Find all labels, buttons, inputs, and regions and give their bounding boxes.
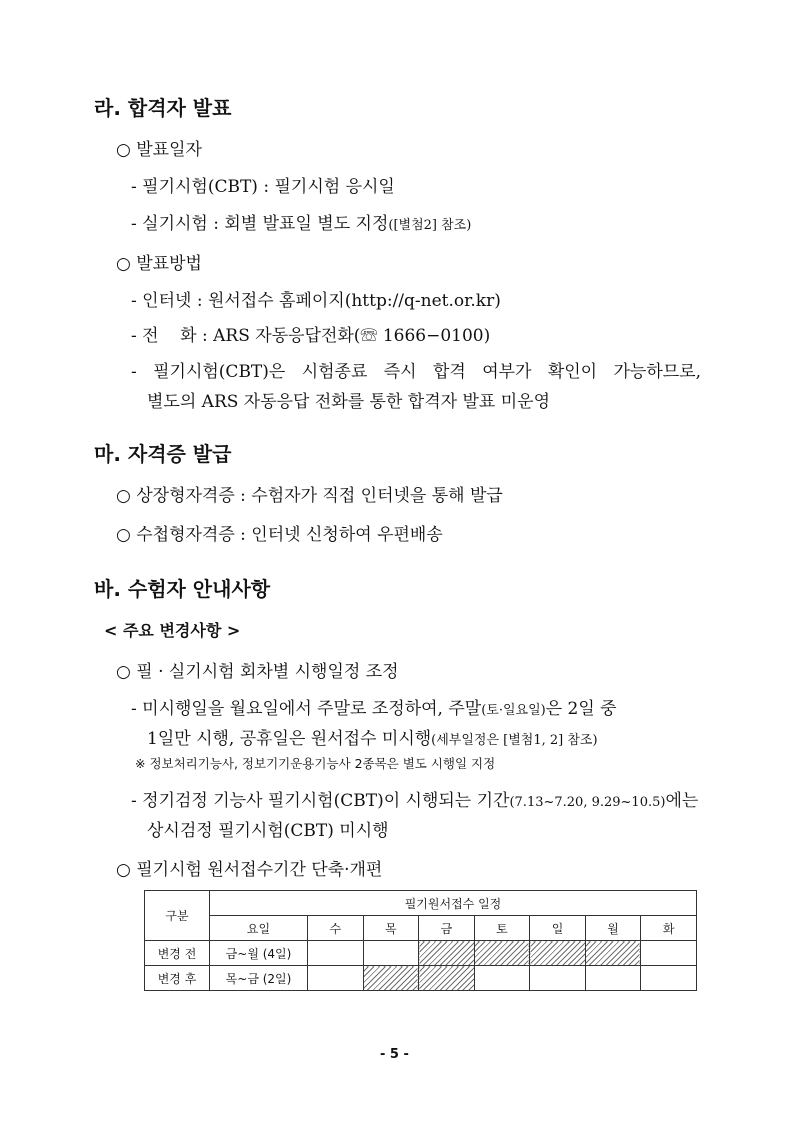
day-cell bbox=[585, 966, 641, 991]
change1-line3-c: 에는 bbox=[665, 791, 699, 811]
section-title-notice: 바. 수험자 안내사항 bbox=[94, 577, 271, 601]
day-cell bbox=[474, 966, 530, 991]
section-title-announcement: 라. 합격자 발표 bbox=[94, 96, 232, 120]
day-cell bbox=[363, 941, 419, 966]
major-changes-subtitle: < 주요 변경사항 > bbox=[104, 621, 241, 640]
change1-line1-a: - 미시행일을 월요일에서 주말로 조정하여, 주말 bbox=[131, 699, 482, 719]
change1-line1 bbox=[131, 694, 617, 719]
day-cell-application bbox=[530, 941, 586, 966]
method-phone: - 전 화 : ARS 자동응답전화(☏ 1666−0100) bbox=[131, 326, 491, 346]
change1-label: ○ 필 · 실기시험 회차별 시행일정 조정 bbox=[116, 662, 399, 682]
page-number: - 5 - bbox=[380, 1047, 409, 1062]
table-day-row bbox=[145, 916, 697, 941]
header-day: 요일 bbox=[210, 916, 308, 941]
row-range: 목~금 (2일) bbox=[210, 966, 308, 991]
day-cell-application bbox=[474, 941, 530, 966]
change1-line3-a: - 정기검정 기능사 필기시험(CBT)이 시행되는 기간 bbox=[131, 791, 510, 811]
change1-note: ※ 정보처리기능사, 정보기기운용기능사 2종목은 별도 시행일 지정 bbox=[135, 756, 496, 771]
certificate-item-award: ○ 상장형자격증 : 수험자가 직접 인터넷을 통해 발급 bbox=[116, 486, 503, 506]
change1-line4: 상시검정 필기시험(CBT) 미시행 bbox=[147, 821, 389, 841]
day-cell-application bbox=[585, 941, 641, 966]
change1-line2-a: 1일만 시행, 공휴일은 원서접수 미시행 bbox=[147, 729, 432, 749]
table-header-row bbox=[145, 891, 697, 916]
method-cbt-line2: 별도의 ARS 자동응답 전화를 통한 합격자 발표 미운영 bbox=[147, 392, 550, 412]
day-cell bbox=[308, 941, 364, 966]
row-label: 변경 후 bbox=[145, 966, 210, 991]
practical-exam-date-ref: ([별첨2] 참조) bbox=[388, 218, 472, 233]
day-cell-application bbox=[419, 966, 475, 991]
change1-line2-b: (세부일정은 [별첨1, 2] 참조) bbox=[431, 733, 598, 748]
day-cell bbox=[641, 941, 697, 966]
day-cell bbox=[308, 966, 364, 991]
header-schedule: 필기원서접수 일정 bbox=[210, 891, 697, 916]
section-title-certificate: 마. 자격증 발급 bbox=[94, 442, 232, 466]
announce-date-label: ○ 발표일자 bbox=[116, 140, 202, 160]
row-label: 변경 전 bbox=[145, 941, 210, 966]
method-cbt-line1: - 필기시험(CBT)은 시험종료 즉시 합격 여부가 확인이 가능하므로, bbox=[131, 362, 701, 382]
day-header: 화 bbox=[641, 916, 697, 941]
day-cell bbox=[530, 966, 586, 991]
change1-line1-c: 은 2일 중 bbox=[545, 699, 617, 719]
application-schedule-table bbox=[144, 890, 697, 991]
day-header: 월 bbox=[585, 916, 641, 941]
written-exam-date: - 필기시험(CBT) : 필기시험 응시일 bbox=[131, 177, 395, 197]
day-cell-application bbox=[363, 966, 419, 991]
day-cell-application bbox=[419, 941, 475, 966]
day-header: 금 bbox=[419, 916, 475, 941]
row-range: 금~월 (4일) bbox=[210, 941, 308, 966]
day-header: 일 bbox=[530, 916, 586, 941]
method-internet: - 인터넷 : 원서접수 홈페이지(http://q-net.or.kr) bbox=[131, 291, 501, 311]
change1-line3-b: (7.13~7.20, 9.29~10.5) bbox=[509, 795, 666, 810]
change1-line2 bbox=[147, 724, 598, 749]
day-header: 토 bbox=[474, 916, 530, 941]
day-header: 목 bbox=[363, 916, 419, 941]
change1-line1-b: (토·일요일) bbox=[481, 703, 546, 718]
change1-line3 bbox=[131, 786, 698, 811]
table-row bbox=[145, 966, 697, 991]
certificate-item-booklet: ○ 수첩형자격증 : 인터넷 신청하여 우편배송 bbox=[116, 525, 443, 545]
header-category: 구분 bbox=[145, 891, 210, 941]
change2-label: ○ 필기시험 원서접수기간 단축·개편 bbox=[116, 860, 383, 880]
practical-exam-date-main: - 실기시험 : 회별 발표일 별도 지정 bbox=[131, 214, 389, 234]
day-cell bbox=[641, 966, 697, 991]
day-header: 수 bbox=[308, 916, 364, 941]
table-row bbox=[145, 941, 697, 966]
practical-exam-date bbox=[131, 209, 471, 234]
announce-method-label: ○ 발표방법 bbox=[116, 254, 202, 274]
